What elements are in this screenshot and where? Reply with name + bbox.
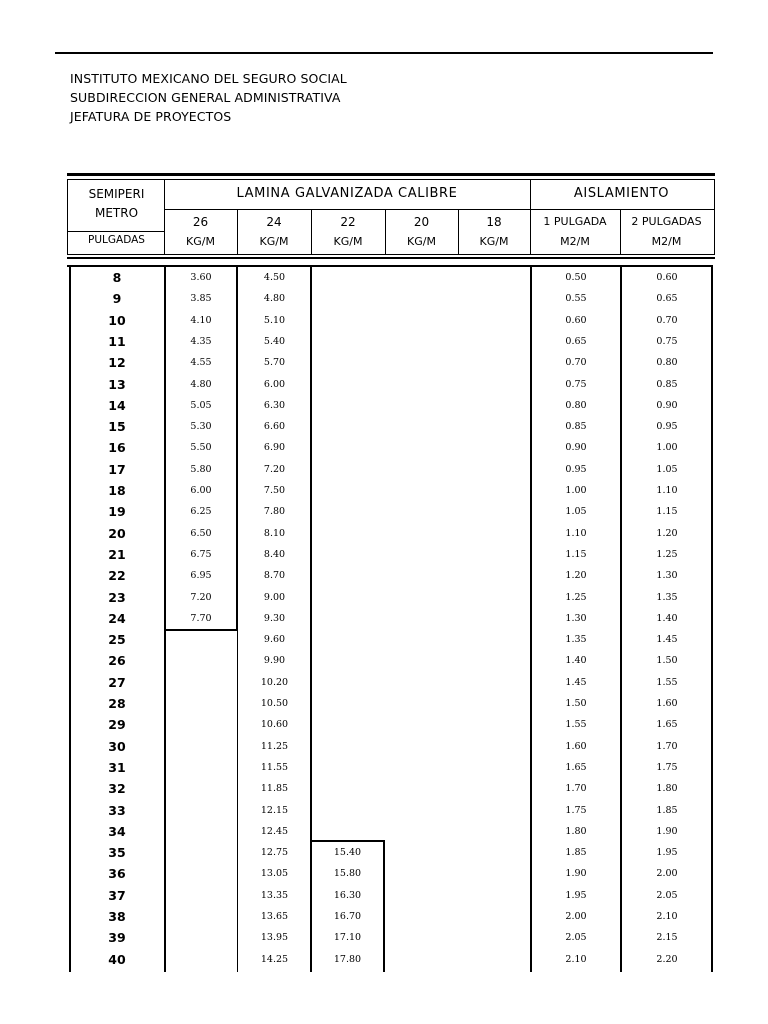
value-cell-a2: 1.65 (656, 719, 678, 731)
value-cell-a2: 1.35 (656, 591, 678, 603)
table-row (0, 480, 768, 501)
value-cell-a2: 2.20 (656, 953, 678, 965)
value-cell-a1: 0.80 (565, 399, 587, 411)
value-cell-c22: 16.30 (333, 889, 362, 901)
value-cell-a2: 1.20 (656, 527, 678, 539)
semiperimetro-cell: 20 (108, 525, 126, 541)
value-cell-a1: 0.50 (565, 272, 587, 283)
value-cell-c24: 12.75 (260, 847, 289, 859)
col-semiperimetro-unit: PULGADAS (88, 234, 145, 246)
value-cell-c24: 6.00 (263, 378, 286, 390)
calibre-24: 24 (266, 215, 282, 229)
value-cell-c26: 4.55 (190, 357, 212, 369)
value-cell-a1: 0.65 (565, 335, 587, 347)
value-cell-c26: 5.50 (190, 442, 212, 454)
value-cell-a2: 1.50 (656, 655, 678, 667)
semiperimetro-cell: 37 (108, 887, 126, 903)
value-cell-c26: 4.10 (190, 314, 212, 326)
value-cell-c24: 6.30 (263, 399, 286, 411)
value-cell-a2: 1.30 (656, 570, 678, 582)
value-cell-a2: 0.90 (656, 399, 678, 411)
semiperimetro-cell: 40 (108, 951, 126, 967)
unit-kg-m: KG/M (479, 235, 509, 248)
value-cell-c26: 7.70 (190, 612, 212, 624)
value-cell-c24: 9.90 (263, 655, 286, 667)
value-cell-a1: 1.90 (565, 868, 587, 880)
col-semiperimetro-label: METRO (94, 206, 139, 220)
value-cell-a2: 0.60 (656, 272, 678, 283)
value-cell-a1: 0.55 (565, 293, 587, 305)
semiperimetro-cell: 22 (108, 568, 126, 584)
value-cell-a2: 1.00 (656, 442, 678, 454)
unit-kg-m: KG/M (186, 235, 215, 248)
value-cell-c24: 12.45 (260, 825, 289, 837)
org-line-2: SUBDIRECCION GENERAL ADMINISTRATIVA (70, 90, 341, 105)
table-row (0, 374, 768, 395)
table-row (0, 587, 768, 608)
value-cell-a2: 1.75 (656, 761, 678, 773)
value-cell-a1: 1.85 (565, 847, 587, 859)
value-cell-c24: 12.15 (260, 804, 289, 816)
value-cell-a2: 0.70 (656, 314, 678, 326)
value-cell-c26: 6.75 (190, 548, 212, 560)
value-cell-c24: 6.60 (263, 421, 286, 433)
value-cell-c24: 5.10 (263, 314, 286, 326)
value-cell-c26: 7.20 (190, 591, 212, 603)
table-row (0, 310, 768, 331)
semiperimetro-cell: 9 (112, 291, 122, 307)
table-row (0, 437, 768, 458)
value-cell-c26: 6.50 (190, 527, 212, 539)
value-cell-c24: 5.40 (263, 335, 286, 347)
table-row (0, 757, 768, 778)
semiperimetro-cell: 29 (108, 717, 126, 733)
value-cell-a1: 1.50 (565, 698, 587, 709)
calibre-22: 22 (340, 215, 356, 229)
value-cell-a1: 0.60 (565, 314, 587, 326)
table-row (0, 501, 768, 522)
value-cell-a2: 1.80 (656, 783, 678, 795)
semiperimetro-cell: 13 (108, 376, 126, 392)
header-divider (164, 209, 714, 210)
semiperimetro-cell: 21 (108, 546, 126, 562)
aislamiento-middle-rule (620, 267, 622, 972)
table-row (0, 267, 768, 288)
top-rule (55, 52, 713, 54)
semiperimetro-cell: 33 (108, 802, 126, 818)
value-cell-c24: 10.60 (260, 719, 289, 731)
value-cell-a2: 2.00 (656, 868, 678, 880)
value-cell-a1: 0.90 (565, 442, 587, 454)
semiperimetro-cell: 35 (108, 845, 126, 861)
col-22-top-rule (310, 840, 385, 842)
value-cell-a2: 1.40 (656, 612, 678, 624)
value-cell-a1: 1.45 (565, 676, 587, 688)
col-26-left-rule (164, 267, 166, 972)
value-cell-c24: 7.20 (263, 463, 286, 475)
semiperimetro-cell: 28 (108, 696, 126, 711)
value-cell-c26: 6.25 (190, 506, 212, 518)
value-cell-c26: 6.95 (190, 570, 212, 582)
table-row (0, 459, 768, 480)
value-cell-a1: 2.00 (565, 911, 587, 922)
value-cell-c26: 3.85 (190, 293, 212, 305)
unit-kg-m: KG/M (333, 235, 363, 248)
unit-kg-m: KG/M (259, 235, 289, 248)
semiperimetro-cell: 23 (108, 589, 126, 605)
value-cell-a1: 1.00 (565, 485, 587, 496)
semiperimetro-cell: 14 (108, 397, 126, 413)
header-divider (67, 231, 164, 232)
value-cell-a2: 0.80 (656, 357, 678, 369)
value-cell-c26: 5.80 (190, 463, 212, 475)
col-semiperimetro-label: SEMIPERI (88, 187, 145, 201)
semiperimetro-cell: 27 (108, 674, 126, 690)
value-cell-c26: 6.00 (190, 485, 212, 496)
value-cell-a2: 0.65 (656, 293, 678, 305)
header-bottom-rule (67, 257, 715, 259)
value-cell-c24: 11.55 (260, 761, 289, 773)
org-header (70, 69, 347, 126)
value-cell-c24: 10.20 (260, 676, 289, 688)
value-cell-c24: 5.70 (263, 357, 286, 369)
value-cell-a2: 0.95 (656, 421, 678, 433)
table-left-rule (69, 267, 71, 972)
table-row (0, 800, 768, 821)
value-cell-a1: 0.70 (565, 357, 587, 369)
semiperimetro-cell: 31 (108, 759, 126, 775)
value-cell-c24: 13.65 (260, 911, 289, 922)
group-lamina-title: LAMINA GALVANIZADA CALIBRE (236, 186, 458, 201)
calibre-26: 26 (192, 215, 209, 229)
value-cell-a2: 2.05 (656, 889, 678, 901)
value-cell-c24: 9.30 (263, 612, 286, 624)
value-cell-c24: 13.05 (260, 868, 289, 880)
value-cell-c26: 5.05 (190, 399, 212, 411)
semiperimetro-cell: 39 (108, 930, 126, 946)
table-row (0, 693, 768, 714)
table-row (0, 565, 768, 586)
value-cell-c24: 14.25 (260, 953, 289, 965)
value-cell-a1: 1.10 (565, 527, 587, 539)
col-26-bottom-rule (164, 629, 238, 631)
semiperimetro-cell: 10 (108, 312, 126, 328)
value-cell-c24: 10.50 (260, 698, 289, 709)
value-cell-c22: 15.80 (333, 868, 362, 880)
value-cell-a1: 1.65 (565, 761, 587, 773)
value-cell-a2: 1.95 (656, 847, 678, 859)
value-cell-c24: 7.80 (263, 506, 286, 518)
value-cell-a1: 1.60 (565, 740, 587, 752)
semiperimetro-cell: 34 (108, 823, 126, 839)
table-row (0, 352, 768, 373)
value-cell-c24: 6.90 (263, 442, 286, 454)
value-cell-a1: 2.05 (565, 932, 587, 944)
aislamiento-1-pulgada: 1 PULGADA (543, 215, 607, 228)
value-cell-c24: 8.70 (263, 570, 286, 582)
value-cell-c24: 8.40 (263, 548, 286, 560)
value-cell-c26: 3.60 (190, 272, 212, 283)
value-cell-c24: 9.60 (263, 634, 286, 646)
value-cell-a2: 0.85 (656, 378, 678, 390)
value-cell-a1: 1.95 (565, 889, 587, 901)
semiperimetro-cell: 24 (108, 610, 126, 626)
value-cell-c24: 4.50 (263, 272, 286, 283)
value-cell-c24: 13.35 (260, 889, 289, 901)
value-cell-c26: 4.80 (190, 378, 212, 390)
table-row (0, 629, 768, 650)
semiperimetro-cell: 26 (108, 653, 126, 669)
value-cell-c22: 17.10 (333, 932, 362, 944)
value-cell-a1: 1.40 (565, 655, 587, 667)
header-top-rule (67, 173, 715, 176)
value-cell-a1: 1.75 (565, 804, 587, 816)
aislamiento-left-rule (530, 267, 532, 972)
value-cell-c24: 11.85 (260, 783, 289, 795)
value-cell-a1: 1.05 (565, 506, 587, 518)
table-row (0, 331, 768, 352)
value-cell-a1: 1.80 (565, 825, 587, 837)
table-right-rule (711, 267, 713, 972)
value-cell-a2: 2.15 (656, 932, 678, 944)
org-line-1: INSTITUTO MEXICANO DEL SEGURO SOCIAL (70, 71, 347, 86)
semiperimetro-cell: 19 (108, 504, 126, 520)
calibre-18: 18 (486, 215, 502, 229)
value-cell-a2: 1.05 (656, 463, 678, 475)
value-cell-a1: 1.70 (565, 783, 587, 795)
value-cell-a1: 2.10 (565, 953, 587, 965)
value-cell-a2: 1.45 (656, 634, 678, 646)
table-row (0, 714, 768, 735)
value-cell-a1: 1.35 (565, 634, 587, 646)
value-cell-a2: 1.70 (656, 740, 678, 752)
org-line-3: JEFATURA DE PROYECTOS (70, 109, 232, 124)
value-cell-c22: 17.80 (333, 953, 362, 965)
aislamiento-2-pulgadas: 2 PULGADAS (631, 215, 702, 228)
semiperimetro-cell: 16 (108, 440, 126, 456)
value-cell-a2: 1.85 (656, 804, 678, 816)
semiperimetro-cell: 30 (108, 738, 126, 754)
table-row (0, 672, 768, 693)
col-24-right-rule (310, 267, 312, 972)
value-cell-c24: 8.10 (263, 527, 286, 539)
value-cell-c24: 4.80 (263, 293, 286, 305)
value-cell-c22: 15.40 (333, 847, 362, 859)
table-row (0, 523, 768, 544)
semiperimetro-cell: 38 (108, 909, 126, 924)
value-cell-a2: 1.15 (656, 506, 678, 518)
semiperimetro-cell: 11 (108, 333, 126, 349)
value-cell-c24: 13.95 (260, 932, 289, 944)
value-cell-a2: 1.25 (656, 548, 678, 560)
table-header (67, 173, 715, 259)
value-cell-a1: 1.30 (565, 612, 587, 624)
value-cell-a2: 1.10 (656, 485, 678, 496)
semiperimetro-cell: 36 (108, 866, 126, 882)
table-row (0, 416, 768, 437)
value-cell-a1: 1.25 (565, 591, 587, 603)
value-cell-a2: 0.75 (656, 335, 678, 347)
table-row (0, 288, 768, 309)
unit-m2-m: M2/M (560, 235, 590, 248)
semiperimetro-cell: 18 (108, 483, 126, 498)
unit-m2-m: M2/M (651, 235, 682, 248)
col-24-left-rule (237, 267, 238, 972)
value-cell-c24: 7.50 (263, 485, 286, 496)
value-cell-a1: 0.85 (565, 421, 587, 433)
value-cell-c24: 9.00 (263, 591, 286, 603)
table-row (0, 608, 768, 629)
table-row (0, 778, 768, 799)
value-cell-a1: 1.20 (565, 570, 587, 582)
value-cell-c22: 16.70 (333, 911, 362, 922)
table-row (0, 821, 768, 842)
value-cell-c26: 4.35 (190, 335, 212, 347)
group-aislamiento-title: AISLAMIENTO (573, 186, 670, 201)
value-cell-a1: 0.95 (565, 463, 587, 475)
unit-kg-m: KG/M (407, 235, 436, 248)
calibre-20: 20 (413, 215, 430, 229)
value-cell-a2: 2.10 (656, 911, 678, 922)
semiperimetro-cell: 17 (108, 461, 126, 477)
value-cell-a1: 0.75 (565, 378, 587, 390)
table-row (0, 544, 768, 565)
semiperimetro-cell: 25 (108, 632, 126, 648)
table-row (0, 650, 768, 671)
col-22-right-rule (383, 840, 385, 972)
semiperimetro-cell: 15 (108, 419, 126, 435)
value-cell-c26: 5.30 (190, 421, 212, 433)
semiperimetro-cell: 32 (108, 781, 126, 797)
value-cell-a1: 1.15 (565, 548, 587, 560)
value-cell-a2: 1.90 (656, 825, 678, 837)
value-cell-c24: 11.25 (260, 740, 289, 752)
semiperimetro-cell: 12 (108, 355, 126, 371)
value-cell-a1: 1.55 (565, 719, 587, 731)
value-cell-a2: 1.60 (656, 698, 678, 709)
value-cell-a2: 1.55 (656, 676, 678, 688)
semiperimetro-cell: 8 (112, 270, 122, 285)
table-row (0, 736, 768, 757)
table-row (0, 395, 768, 416)
